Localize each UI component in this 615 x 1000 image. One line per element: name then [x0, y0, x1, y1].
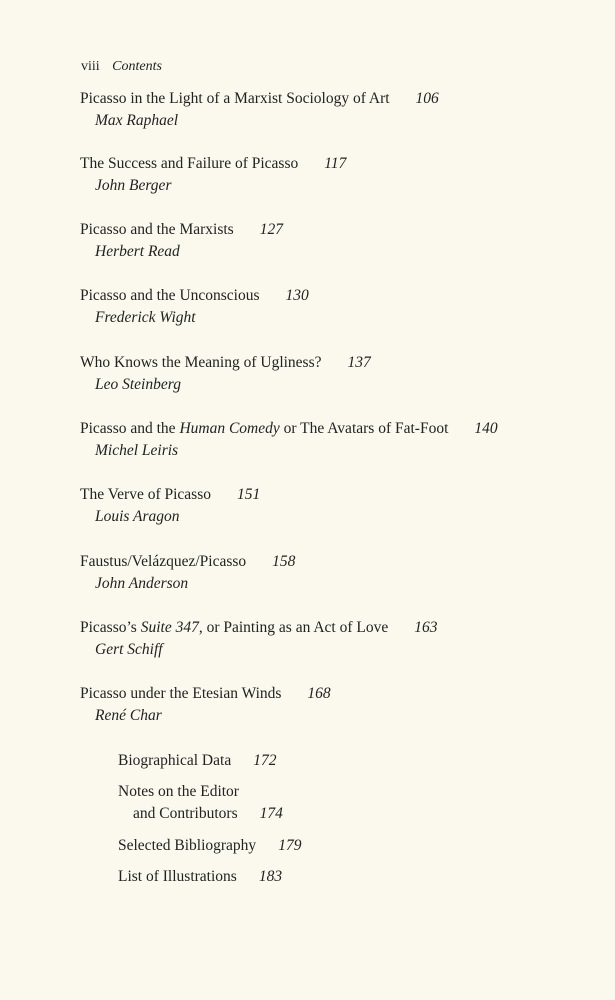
back-matter-title: Biographical Data [118, 752, 232, 769]
entry-author: Leo Steinberg [95, 376, 181, 393]
entry-title: Picasso under the Etesian Winds [80, 685, 282, 702]
toc-entry[interactable] [80, 551, 295, 595]
entry-title [80, 619, 388, 636]
entry-author: Frederick Wight [95, 309, 196, 326]
entry-author: René Char [95, 707, 162, 724]
back-matter-title-line2: and Contributors [133, 805, 238, 822]
back-matter-page-number: 179 [278, 837, 302, 854]
entry-page-number: 158 [272, 553, 296, 570]
back-matter-entry[interactable] [118, 835, 301, 857]
entry-page-number: 117 [324, 155, 347, 172]
entry-title: Who Knows the Meaning of Ugliness? [80, 354, 322, 371]
toc-entry[interactable] [80, 352, 371, 396]
entry-author: Herbert Read [95, 243, 180, 260]
back-matter-page-number: 174 [259, 805, 283, 822]
header-title: Contents [112, 59, 162, 74]
running-header [81, 58, 162, 76]
entry-page-number: 151 [237, 486, 261, 503]
toc-entry[interactable] [80, 219, 283, 263]
toc-entry[interactable] [80, 285, 309, 329]
entry-title: Faustus/Velázquez/Picasso [80, 553, 247, 570]
entry-page-number: 137 [347, 354, 371, 371]
back-matter-entry[interactable] [118, 750, 276, 772]
entry-author: John Anderson [95, 575, 189, 592]
entry-author: John Berger [95, 177, 172, 194]
entry-author: Gert Schiff [95, 641, 163, 658]
back-matter-title-line1: Notes on the Editor [118, 783, 239, 800]
toc-entry[interactable] [80, 88, 439, 132]
entry-author: Michel Leiris [95, 442, 179, 459]
entry-author: Max Raphael [95, 112, 179, 129]
entry-title: Picasso and the Marxists [80, 221, 234, 238]
toc-entry[interactable] [80, 153, 346, 197]
entry-title-italic: Human Comedy [179, 420, 280, 437]
entry-title-part: Picasso’s [80, 619, 141, 636]
back-matter-entry[interactable] [118, 866, 282, 888]
back-matter-page-number: 183 [258, 868, 283, 885]
entry-title-part: Picasso and the [80, 420, 180, 437]
entry-title: Picasso in the Light of a Marxist Sociology of Art [80, 90, 390, 107]
back-matter-entry[interactable] [118, 781, 283, 825]
entry-page-number: 127 [259, 221, 283, 238]
entry-title: Picasso and the Unconscious [80, 287, 260, 304]
toc-entry[interactable] [80, 617, 438, 661]
entry-title-part: or The Avatars of Fat-Foot [279, 420, 449, 437]
entry-page-number: 163 [414, 619, 438, 636]
entry-title-part: , or Painting as an Act of Love [198, 619, 389, 636]
entry-title: The Success and Failure of Picasso [80, 155, 299, 172]
entry-page-number: 106 [415, 90, 439, 107]
entry-title-italic: Suite 347 [140, 619, 199, 636]
toc-entry[interactable] [80, 418, 498, 462]
toc-entry[interactable] [80, 683, 331, 727]
header-page-number: viii [81, 59, 100, 74]
entry-page-number: 130 [285, 287, 309, 304]
entry-title [80, 420, 448, 437]
entry-author: Louis Aragon [95, 508, 180, 525]
toc-entry[interactable] [80, 484, 260, 528]
entry-page-number: 168 [307, 685, 331, 702]
back-matter-title: Selected Bibliography [118, 837, 257, 854]
entry-title: The Verve of Picasso [80, 486, 212, 503]
entry-page-number: 140 [474, 420, 498, 437]
back-matter-page-number: 172 [253, 752, 277, 769]
back-matter-title: List of Illustrations [118, 868, 237, 885]
